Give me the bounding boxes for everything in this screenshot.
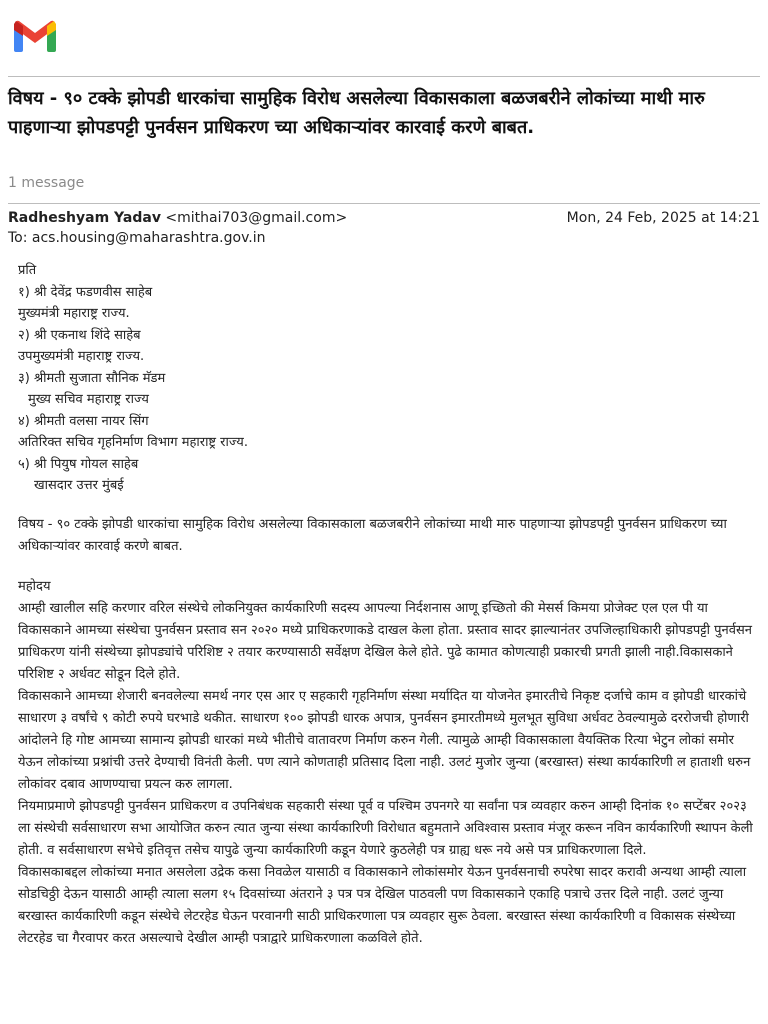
- body-paragraph: विकासकाबद्दल लोकांच्या मनात असलेला उद्रेक कसा निवळेल यासाठी व विकासकाने लोकांसमोर येऊन पुनर्वसनाची रुपरेषा सादर करावी अन्यथा आम्ही त्याला सोडचिठ्ठी देऊन यासाठी आम्ही त्याला सलग १५ दिवसांच्या अंतराने ३ पत्र पत्र देखिल पाठवली पण विकासकाने एकाहि पत्राचे उत्तर दिले नाही. उलटं जुन्या बरखास्त कार्यकारिणी कडून संस्थेचे लेटरहेड घेऊन परवानगी साठी प्राधिकरणाला पत्र व्यवहार सुरू ठेवला. बरखास्त संस्था कार्यकारिणी व विकासक संस्थेच्या लेटरहेड चा गैरवापर करत असल्याचे देखील आम्ही पत्राद्वारे प्राधिकरणाला कळविले होते.: [18, 865, 747, 946]
- addressee-line: ४) श्रीमती वलसा नायर सिंग: [18, 413, 149, 429]
- message-body: [18, 576, 760, 950]
- salutation: महोदय: [18, 579, 51, 594]
- body-paragraph: विकासकाने आमच्या शेजारी बनवलेल्या समर्थ नगर एस आर ए सहकारी गृहनिर्माण संस्था मर्यादित या योजनेत इमारतीचे निकृष्ट दर्जाचे काम व झोपडी धारकांचे साधारण ३ वर्षांचे ९ कोटी रुपये घरभाडे थकीत. साधारण १०० झोपडी धारक अपात्र, पुनर्वसन इमारतीमध्ये मुलभूत सुविधा अर्धवट ठेवल्यामुळे दररोजची होणारी आंदोलने हि गोष्ट आमच्या सामान्य झोपडी धारकां मध्ये भीतीचे वातावरण निर्माण करुन गेली. त्यामुळे आम्ही विकासकाला वैयक्तिक रित्या भेटुन लोकां समोर येऊन लोकांच्या प्रश्नांची उत्तरे देण्याची विनंती केली. पण त्याने कोणताही प्रतिसाद दिला नाही. उलटं मुजोर जुन्या (बरखास्त) संस्था कार्यकारिणी ल हाताशी धरुन लोकांवर दबाव आणण्याचा प्रयत्न करु लागला.: [18, 689, 751, 792]
- addressee-line: अतिरिक्त सचिव गृहनिर्माण विभाग महाराष्ट्र राज्य.: [18, 435, 248, 450]
- addressee-line: ५) श्री पियुष गोयल साहेब: [18, 456, 139, 472]
- addressee-line: खासदार उत्तर मुंबई: [34, 478, 124, 493]
- addressee-line: १) श्री देवेंद्र फडणवीस साहेब: [18, 284, 153, 300]
- message-date: Mon, 24 Feb, 2025 at 14:21: [566, 210, 760, 226]
- body-paragraph: आम्ही खालील सहि करणार वरिल संस्थेचे लोकनियुक्त कार्यकारिणी सदस्य आपल्या निर्दशनास आणू इच्छितो की मेसर्स किमया प्रोजेक्ट एल एल पी या विकासकाने आमच्या संस्थेचा पुनर्वसन प्रस्ताव सन २०२० मध्ये प्राधिकरणाकडे दाखल केला होता. प्रस्ताव सादर झाल्यानंतर उपजिल्हाधिकारी झोपडपट्टी पुनर्वसन प्राधिकरण यांनी संस्थेच्या झोपड्यांचे परिशिष्ट २ तयार करण्यासाठी सर्वेक्षण देखिल केले होते. पुढे कामात कोणत्याही प्रकारची प्रगती झाली नाही.विकासकाने परिशिष्ट २ अर्धवट सोडून दिले होते.: [18, 601, 752, 682]
- sender-name: Radheshyam Yadav: [8, 210, 161, 226]
- addressee-list: [18, 260, 248, 497]
- message-count: 1 message: [8, 175, 85, 191]
- addressee-line: २) श्री एकनाथ शिंदे साहेब: [18, 327, 141, 343]
- addressee-line: उपमुख्यमंत्री महाराष्ट्र राज्य.: [18, 349, 145, 364]
- subject-divider: [8, 203, 760, 204]
- sender-line: [8, 210, 347, 226]
- body-paragraph: नियमाप्रमाणे झोपडपट्टी पुनर्वसन प्राधिकरण व उपनिबंधक सहकारी संस्था पूर्व व पश्चिम उपनगरे या सर्वांना पत्र व्यवहार करुन आम्ही दिनांक १० सप्टेंबर २०२३ ला संस्थेची सर्वसाधारण सभा आयोजित करुन त्यात जुन्या संस्था कार्यकारिणी विरोधात बहुमताने अविश्वास प्रस्ताव मंजूर करून नविन कार्यकारिणी स्थापन केली होती. व सर्वसाधारण सभेचे इतिवृत्त तसेच यापुढे जुन्या कार्यकारिणी कडून येणारे कुठलेही पत्र ग्राह्य धरू नये असे पत्र प्राधिकरणाला दिले.: [18, 799, 753, 858]
- email-subject: विषय - ९० टक्के झोपडी धारकांचा सामुहिक विरोध असलेल्या विकासकाला बळजबरीने लोकांच्या माथी मारु पाहणाऱ्या झोपडपट्टी पुनर्वसन प्राधिकरण च्या अधिकाऱ्यांवर कारवाई करणे बाबत.: [8, 88, 705, 138]
- recipient-line: To: acs.housing@maharashtra.gov.in: [8, 230, 266, 246]
- body-subject: विषय - ९० टक्के झोपडी धारकांचा सामुहिक विरोध असलेल्या विकासकाला बळजबरीने लोकांच्या माथी मारु पाहणाऱ्या झोपडपट्टी पुनर्वसन प्राधिकरण च्या अधिकाऱ्यांवर कारवाई करणे बाबत.: [18, 517, 727, 554]
- addressee-line: ३) श्रीमती सुजाता सौनिक मॅडम: [18, 370, 166, 386]
- addressee-line: मुख्य सचिव महाराष्ट्र राज्य: [28, 392, 149, 407]
- addressee-line: प्रति: [18, 263, 37, 278]
- header-divider: [8, 76, 760, 77]
- gmail-logo-icon: [14, 20, 56, 52]
- sender-email: <mithai703@gmail.com>: [165, 210, 348, 226]
- addressee-line: मुख्यमंत्री महाराष्ट्र राज्य.: [18, 306, 130, 321]
